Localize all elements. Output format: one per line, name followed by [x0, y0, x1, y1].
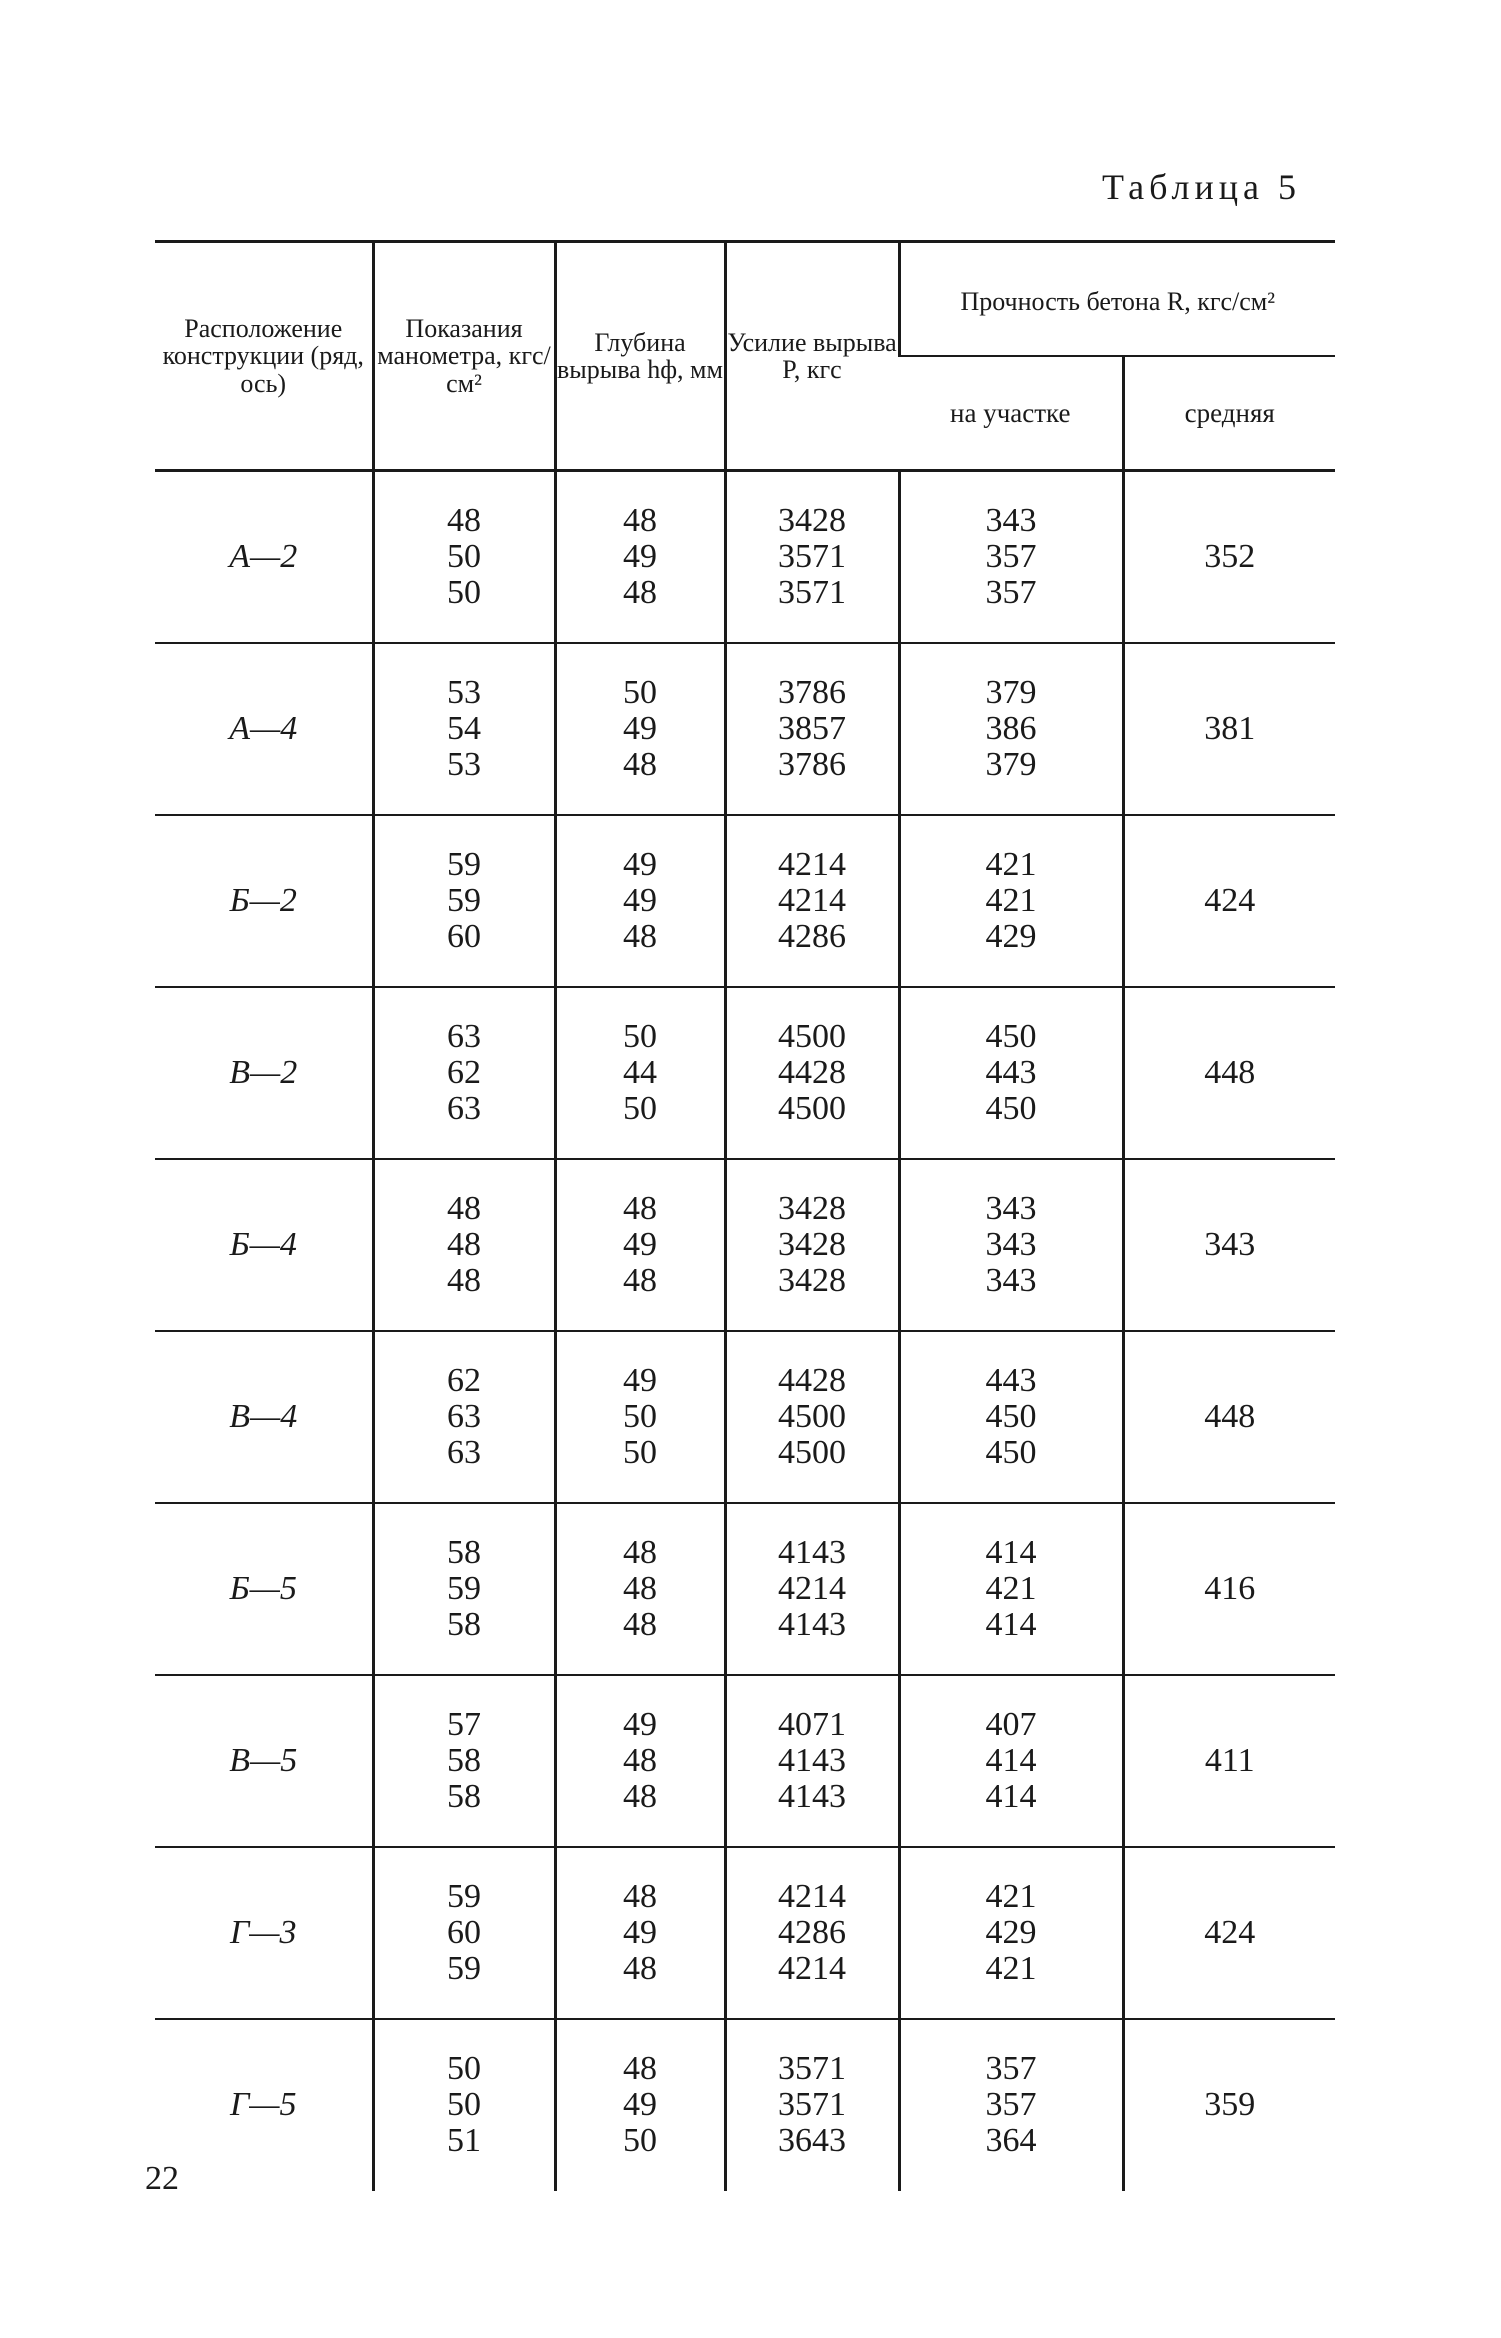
header-force: Усилие вырыва P, кгс	[725, 242, 899, 471]
cell-location: В—5	[155, 1675, 373, 1847]
table-row	[155, 1675, 1335, 1847]
cell-strength-avg: 416	[1123, 1503, 1335, 1675]
cell-location: Б—5	[155, 1503, 373, 1675]
cell-strength-site: 443 450 450	[899, 1331, 1123, 1503]
cell-strength-avg: 352	[1123, 471, 1335, 643]
cell-force: 4214 4214 4286	[725, 815, 899, 987]
header-strength: Прочность бетона R, кгс/см²	[899, 242, 1335, 357]
header-gauge: Показания манометра, кгс/см²	[373, 242, 555, 471]
header-location: Расположение конструкции (ряд, ось)	[155, 242, 373, 471]
cell-gauge: 53 54 53	[373, 643, 555, 815]
cell-gauge: 62 63 63	[373, 1331, 555, 1503]
table-row	[155, 471, 1335, 643]
cell-force: 3786 3857 3786	[725, 643, 899, 815]
header-strength-site: на участке	[899, 356, 1123, 471]
cell-depth: 49 50 50	[555, 1331, 725, 1503]
cell-strength-avg: 424	[1123, 1847, 1335, 2019]
cell-depth: 48 49 48	[555, 1159, 725, 1331]
cell-depth: 50 49 48	[555, 643, 725, 815]
cell-strength-avg: 424	[1123, 815, 1335, 987]
cell-strength-site: 421 421 429	[899, 815, 1123, 987]
cell-force: 3571 3571 3643	[725, 2019, 899, 2191]
cell-gauge: 57 58 58	[373, 1675, 555, 1847]
cell-location: В—2	[155, 987, 373, 1159]
cell-strength-avg: 359	[1123, 2019, 1335, 2191]
cell-depth: 50 44 50	[555, 987, 725, 1159]
table-row	[155, 1159, 1335, 1331]
cell-strength-site: 379 386 379	[899, 643, 1123, 815]
table-row	[155, 1847, 1335, 2019]
header-depth: Глубина вырыва hф, мм	[555, 242, 725, 471]
concrete-strength-table	[155, 240, 1335, 2191]
cell-depth: 48 49 48	[555, 1847, 725, 2019]
cell-gauge: 63 62 63	[373, 987, 555, 1159]
cell-strength-site: 421 429 421	[899, 1847, 1123, 2019]
cell-strength-avg: 381	[1123, 643, 1335, 815]
cell-depth: 48 49 48	[555, 471, 725, 643]
cell-force: 3428 3428 3428	[725, 1159, 899, 1331]
cell-location: Г—5	[229, 2086, 297, 2123]
table-title: Таблица 5	[1102, 167, 1301, 207]
cell-strength-site: 343 357 357	[899, 471, 1123, 643]
cell-location: В—4	[155, 1331, 373, 1503]
cell-location: А—4	[155, 643, 373, 815]
cell-force: 4143 4214 4143	[725, 1503, 899, 1675]
cell-gauge: 58 59 58	[373, 1503, 555, 1675]
cell-strength-site: 343 343 343	[899, 1159, 1123, 1331]
cell-strength-avg: 343	[1123, 1159, 1335, 1331]
cell-strength-avg: 448	[1123, 987, 1335, 1159]
table-row	[155, 1503, 1335, 1675]
table-row	[155, 987, 1335, 1159]
page-number: 22	[145, 2160, 179, 2197]
header-strength-avg: средняя	[1123, 356, 1335, 471]
cell-force: 3428 3571 3571	[725, 471, 899, 643]
cell-location: Б—4	[155, 1159, 373, 1331]
cell-gauge: 48 48 48	[373, 1159, 555, 1331]
cell-location: Б—2	[155, 815, 373, 987]
table-row	[155, 2019, 1335, 2191]
cell-strength-avg: 448	[1123, 1331, 1335, 1503]
table-row	[155, 815, 1335, 987]
cell-strength-site: 450 443 450	[899, 987, 1123, 1159]
cell-strength-avg: 411	[1123, 1675, 1335, 1847]
cell-depth: 48 49 50	[555, 2019, 725, 2191]
table-row	[155, 643, 1335, 815]
cell-strength-site: 357 357 364	[899, 2019, 1123, 2191]
cell-gauge: 59 59 60	[373, 815, 555, 987]
cell-location: А—2	[155, 471, 373, 643]
cell-gauge: 50 50 51	[373, 2019, 555, 2191]
cell-force: 4071 4143 4143	[725, 1675, 899, 1847]
cell-force: 4214 4286 4214	[725, 1847, 899, 2019]
cell-force: 4428 4500 4500	[725, 1331, 899, 1503]
cell-strength-site: 414 421 414	[899, 1503, 1123, 1675]
cell-strength-site: 407 414 414	[899, 1675, 1123, 1847]
cell-depth: 49 48 48	[555, 1675, 725, 1847]
table-row	[155, 1331, 1335, 1503]
cell-gauge: 59 60 59	[373, 1847, 555, 2019]
cell-depth: 48 48 48	[555, 1503, 725, 1675]
cell-gauge: 48 50 50	[373, 471, 555, 643]
cell-depth: 49 49 48	[555, 815, 725, 987]
cell-force: 4500 4428 4500	[725, 987, 899, 1159]
cell-location: Г—3	[155, 1847, 373, 2019]
